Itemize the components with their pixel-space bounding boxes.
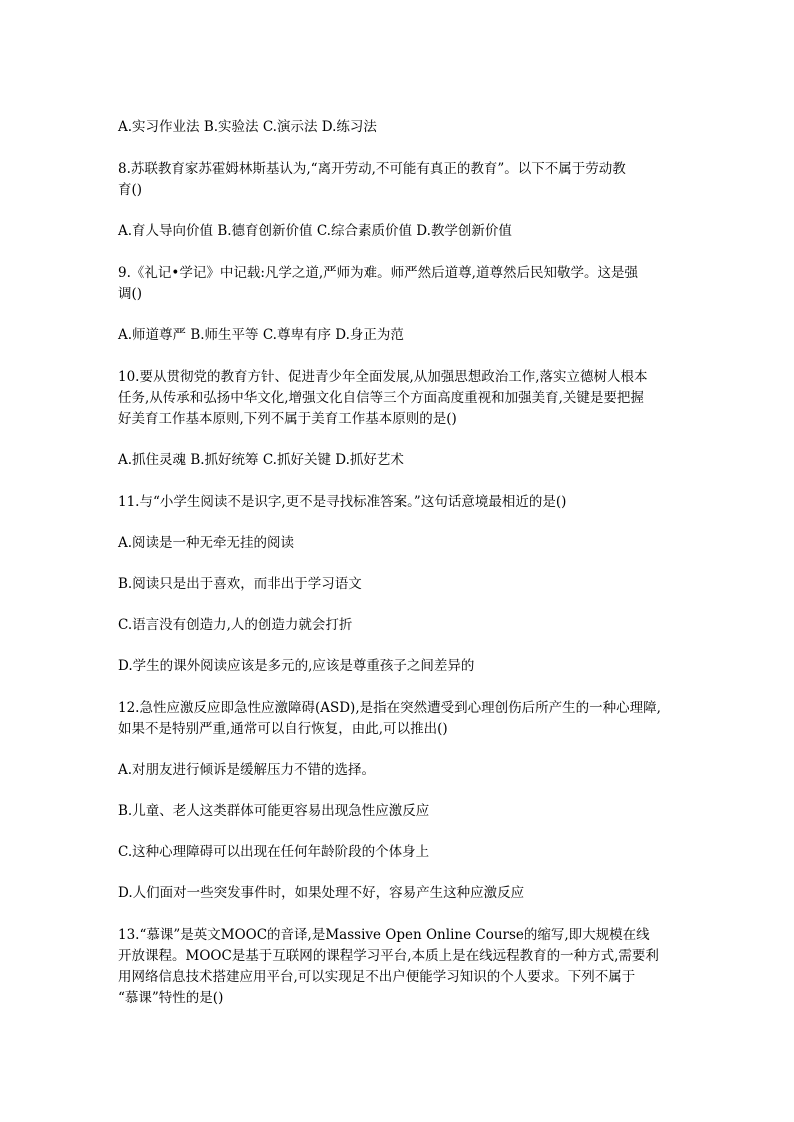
q12-option-c-text: C.这种心理障碍可以出现在任何年龄阶段的个体身上 [118, 844, 430, 860]
question-9 [118, 263, 678, 305]
q13-line-1: 13.“慕课”是英文MOOC的音译,是Massive Open Online Course的缩写,即大规模在线 [118, 927, 650, 943]
q8-options [118, 221, 678, 242]
question-12 [118, 698, 678, 740]
q12-line-2: 如果不是特别严重,通常可以自行恢复，由此,可以推出() [118, 721, 448, 737]
q7-options [118, 117, 678, 138]
question-8 [118, 159, 678, 201]
q12-option-b [118, 801, 678, 822]
question-10 [118, 367, 678, 430]
q9-line-2: 调() [118, 286, 143, 302]
q11-option-c-text: C.语言没有创造力,人的创造力就会打折 [118, 617, 353, 633]
q9-options [118, 325, 678, 346]
q10-options [118, 450, 678, 471]
q11-option-a [118, 533, 678, 554]
q10-line-3: 好美育工作基本原则,下列不属于美育工作基本原则的是() [118, 411, 457, 427]
q11-option-d [118, 656, 678, 677]
q12-option-d-text: D.人们面对一些突发事件时，如果处理不好，容易产生这种应激反应 [118, 885, 525, 901]
q10-line-2: 任务,从传承和弘扬中华文化,增强文化自信等三个方面高度重视和加强美育,关键是要把握 [118, 390, 644, 406]
q12-option-c [118, 842, 678, 863]
q8-options-text: A.育人导向价值 B.德育创新价值 C.综合素质价值 D.教学创新价值 [118, 223, 512, 239]
q11-option-a-text: A.阅读是一种无牵无挂的阅读 [118, 535, 295, 551]
q13-line-2: 开放课程。MOOC是基于互联网的课程学习平台,本质上是在线远程教育的一种方式,需要利 [118, 948, 659, 964]
document-body [118, 117, 678, 1009]
q9-options-text: A.师道尊严 B.师生平等 C.尊卑有序 D.身正为范 [118, 327, 404, 343]
q12-option-b-text: B.儿童、老人这类群体可能更容易出现急性应激反应 [118, 803, 430, 819]
q8-line-1: 8.苏联教育家苏霍姆林斯基认为,“离开劳动,不可能有真正的教育”。以下不属于劳动教 [118, 161, 626, 177]
q7-options-text: A.实习作业法 B.实验法 C.演示法 D.练习法 [118, 119, 377, 135]
q12-option-a [118, 760, 678, 781]
q13-line-3: 用网络信息技术搭建应用平台,可以实现足不出户便能学习知识的个人要求。下列不属于 [118, 969, 636, 985]
q10-line-1: 10.要从贯彻党的教育方针、促进青少年全面发展,从加强思想政治工作,落实立德树人根本 [118, 369, 648, 385]
q12-line-1: 12.急性应激反应即急性应激障碍(ASD),是指在突然遭受到心理创伤后所产生的一种心理障, [118, 700, 661, 716]
q11-option-b-text: B.阅读只是出于喜欢，而非出于学习语文 [118, 576, 362, 592]
q9-line-1: 9.《礼记•学记》中记载:凡学之道,严师为难。师严然后道尊,道尊然后民知敬学。这是强 [118, 265, 638, 281]
q12-option-d [118, 883, 678, 904]
q11-option-b [118, 574, 678, 595]
question-13 [118, 925, 678, 1009]
q11-option-c [118, 615, 678, 636]
q11-option-d-text: D.学生的课外阅读应该是多元的,应该是尊重孩子之间差异的 [118, 658, 475, 674]
q13-line-4: “慕课”特性的是() [118, 990, 224, 1006]
question-11 [118, 492, 678, 513]
q11-line-1: 11.与“小学生阅读不是识字,更不是寻找标准答案。”这句话意境最相近的是() [118, 494, 567, 510]
q10-options-text: A.抓住灵魂 B.抓好统筹 C.抓好关键 D.抓好艺术 [118, 452, 404, 468]
q8-line-2: 育() [118, 182, 143, 198]
q12-option-a-text: A.对朋友进行倾诉是缓解压力不错的选择。 [118, 762, 376, 778]
